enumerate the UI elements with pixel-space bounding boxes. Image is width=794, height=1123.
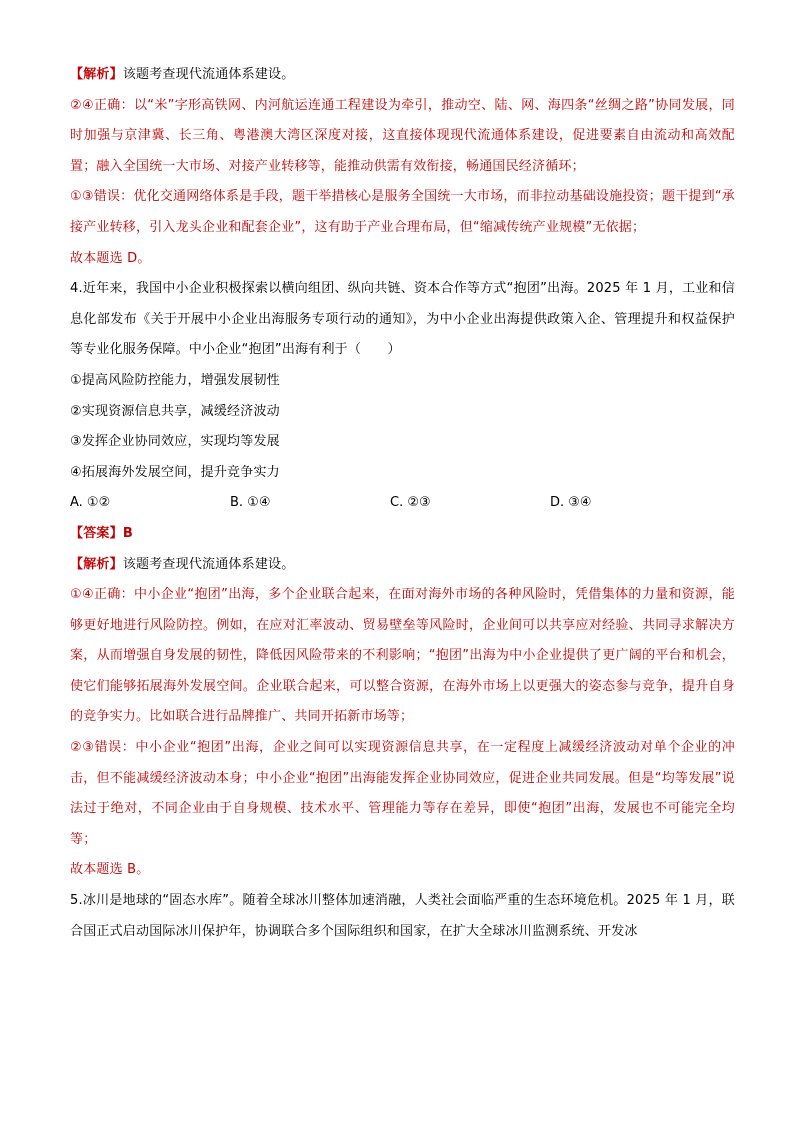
- analysis-intro: 该题考查现代流通体系建设。: [122, 556, 295, 572]
- q4-wrong-explanation: [70, 733, 735, 855]
- option-d: D. ③④: [550, 495, 592, 511]
- document-content: [70, 60, 735, 947]
- q4-answer: [70, 519, 735, 550]
- q4-item-1: ①提高风险防控能力，增强发展韧性: [70, 372, 280, 388]
- q5-stem: 5.冰川是地球的“固态水库”。随着全球冰川整体加速消融，人类社会面临严重的生态环境危机。2025 年 1 月，联合国正式启动国际冰川保护年，协调联合多个国际组织和国家，在扩大全球冰川监测系统、开发冰: [70, 893, 735, 939]
- option-a: A. ①②: [70, 495, 111, 511]
- q4-correct-explanation: [70, 580, 735, 733]
- q3-correct-explanation: [70, 91, 735, 183]
- correct-label: ②④正确：: [70, 97, 134, 113]
- wrong-text: 优化交通网络体系是手段，题干举措核心是服务全国统一大市场，而非拉动基础设施投资；题干提到“承接产业转移，引入龙头企业和配套企业”，这有助于产业合理布局，但“缩减传统产业规模”无依据；: [70, 189, 736, 235]
- q4-stem: 4.近年来，我国中小企业积极探索以横向组团、纵向共链、资本合作等方式“抱团”出海。2025 年 1 月，工业和信息化部发布《关于开展中小企业出海服务专项行动的通知》，为中小企业出海提供政策入企、管理提升和权益保护等专业化服务保障。中小企业“抱团”出海有利于（ ）: [70, 281, 735, 358]
- q4-analysis: [70, 550, 735, 581]
- analysis-tag: 【解析】: [70, 556, 123, 572]
- wrong-label: ②③错误：: [70, 740, 136, 756]
- analysis-intro: 该题考查现代流通体系建设。: [122, 67, 295, 82]
- analysis-tag: 【解析】: [70, 67, 123, 82]
- q4-item-3: ③发挥企业协同效应，实现均等发展: [70, 434, 280, 450]
- correct-text: 以“米”字形高铁网、内河航运连通工程建设为牵引，推动空、陆、网、海四条“丝绸之路”协同发展，同时加强与京津冀、长三角、粤港澳大湾区深度对接，这直接体现现代流通体系建设，促进要素自由流动和高效配置；融入全国统一大市场、对接产业转移等，能推动供需有效衔接，畅通国民经济循环；: [70, 97, 735, 174]
- wrong-text: 中小企业“抱团”出海，企业之间可以实现资源信息共享，在一定程度上减缓经济波动对单个企业的冲击，但不能减缓经济波动本身；中小企业“抱团”出海能发挥企业协同效应，促进企业共同发展。但是“均等发展”说法过于绝对，不同企业由于自身规模、技术水平、管理能力等存在差异，即使“抱团”出海，发展也不可能完全均等；: [70, 740, 735, 847]
- answer-value: B: [122, 525, 133, 541]
- q4-item-4: ④拓展海外发展空间，提升竞争实力: [70, 464, 280, 480]
- q4-options: [70, 488, 735, 519]
- q3-wrong-explanation: [70, 182, 735, 243]
- correct-label: ①④正确：: [70, 587, 135, 603]
- answer-tag: 【答案】: [70, 525, 123, 541]
- correct-text: 中小企业“抱团”出海，多个企业联合起来，在面对海外市场的各种风险时，凭借集体的力量和资源，能够更好地进行风险防控。例如，在应对汇率波动、贸易壁垒等风险时，企业间可以共享应对经验、共同寻求解决方案，从而增强自身发展的韧性，降低因风险带来的不利影响；“抱团”出海为中小企业提供了更广阔的平台和机会，使它们能够拓展海外发展空间。企业联合起来，可以整合资源，在海外市场上以更强大的姿态参与竞争，提升自身的竞争实力。比如联合进行品牌推广、共同开拓新市场等；: [70, 587, 735, 725]
- q3-conclusion: 故本题选 D。: [70, 250, 151, 266]
- wrong-label: ①③错误：: [70, 189, 134, 205]
- q3-analysis: [70, 60, 735, 91]
- option-b: B. ①④: [230, 495, 271, 511]
- option-c: C. ②③: [390, 495, 431, 511]
- q4-conclusion: 故本题选 B。: [70, 862, 150, 878]
- q4-item-2: ②实现资源信息共享，减缓经济波动: [70, 403, 280, 419]
